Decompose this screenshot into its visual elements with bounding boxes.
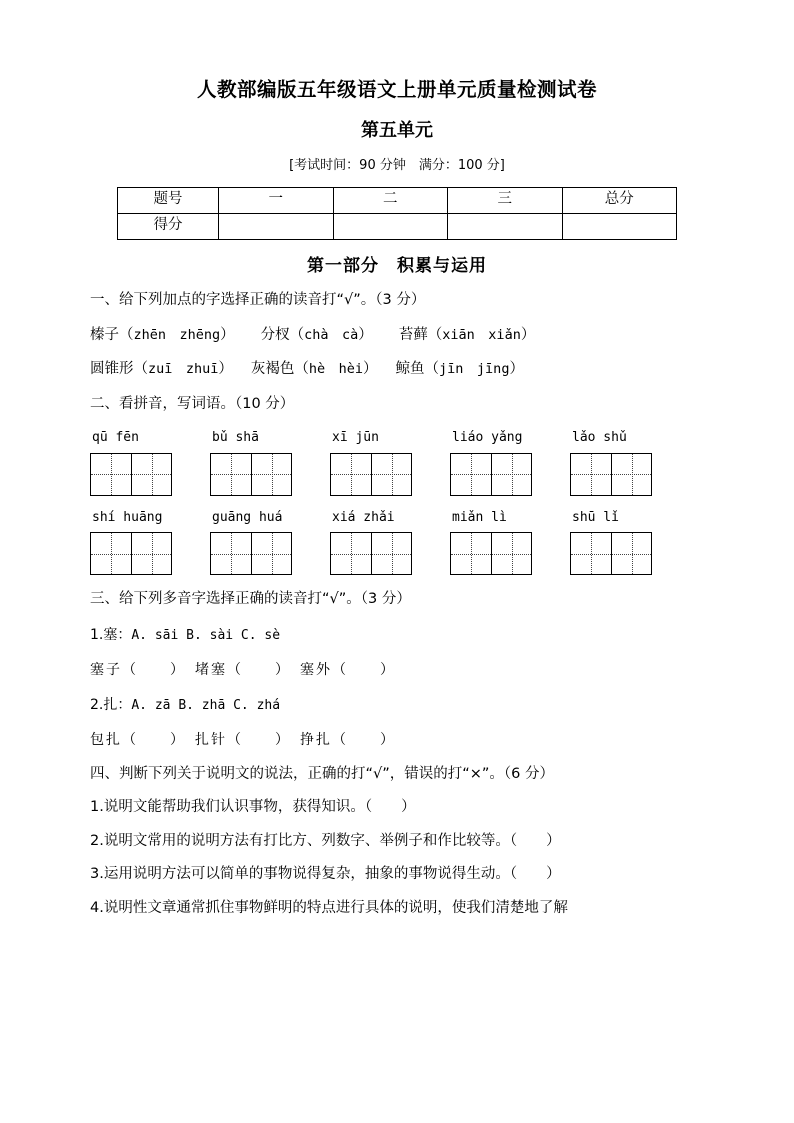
score-table-col-2: 二 (333, 187, 448, 213)
pinyin-writing-block (90, 414, 704, 575)
grid-cell[interactable] (211, 454, 251, 495)
pinyin-word-1 (90, 430, 172, 496)
q1-item-2: 分杈（chà cà） (260, 326, 373, 343)
q1-item-4: 圆锥形（zuī zhuī） (90, 361, 233, 378)
pinyin-word-3 (330, 430, 412, 496)
page-subtitle: 第五单元 (361, 120, 433, 142)
q1-item-6-options[interactable]: jīn jīng (439, 361, 510, 378)
pinyin-row-1 (90, 430, 704, 496)
q1-item-3-options[interactable]: xiān xiǎn (442, 326, 521, 343)
character-grid[interactable] (570, 453, 652, 496)
character-grid[interactable] (90, 532, 172, 575)
score-input-3[interactable] (448, 213, 563, 239)
pinyin-word-2 (210, 430, 292, 496)
q4-statement-3[interactable]: 3.运用说明方法可以简单的事物说得复杂，抽象的事物说得生动。（ ） (90, 866, 561, 883)
q1-item-3-word: 苔藓 (398, 326, 428, 343)
score-table (117, 187, 677, 240)
pinyin-label: qū fēn (92, 430, 139, 446)
score-table-row-label: 题号 (118, 187, 219, 213)
q1-item-6-word: 鲸鱼 (395, 361, 425, 378)
q4-statement-4[interactable]: 4.说明性文章通常抓住事物鲜明的特点进行具体的说明，使我们清楚地了解 (90, 899, 568, 916)
question-4-heading: 四、判断下列关于说明文的说法，正确的打“√”，错误的打“×”。（6 分） (90, 765, 555, 782)
grid-cell[interactable] (331, 533, 371, 574)
q1-item-2-word: 分杈 (260, 326, 290, 343)
q1-item-1-options[interactable]: zhēn zhēng (133, 326, 221, 343)
score-input-1[interactable] (219, 213, 334, 239)
table-row (118, 187, 677, 213)
score-table-col-3: 三 (448, 187, 563, 213)
q1-item-1-word: 榛子 (90, 326, 119, 343)
pinyin-label: xī jūn (332, 430, 379, 446)
question-3-heading: 三、给下列多音字选择正确的读音打“√”。（3 分） (90, 591, 411, 608)
q1-item-5-word: 灰褐色 (250, 361, 295, 378)
grid-cell[interactable] (131, 533, 171, 574)
pinyin-word-10 (570, 510, 652, 576)
page-title: 人教部编版五年级语文上册单元质量检测试卷 (196, 78, 597, 101)
q3-item-2-words[interactable]: 包扎（ ） 扎针（ ） 挣扎（ ） (90, 731, 396, 748)
grid-cell[interactable] (91, 454, 131, 495)
pinyin-word-6 (90, 510, 172, 576)
q4-statement-2[interactable]: 2.说明文常用的说明方法有打比方、列数字、举例子和作比较等。（ ） (90, 832, 561, 849)
character-grid[interactable] (450, 453, 532, 496)
q3-item-2-char: 扎： (103, 696, 132, 713)
q3-item-2-options[interactable]: A. zā B. zhā C. zhá (131, 697, 281, 713)
grid-cell[interactable] (251, 454, 291, 495)
grid-cell[interactable] (491, 454, 531, 495)
score-input-total[interactable] (562, 213, 677, 239)
q3-item-1-char: 塞： (103, 626, 132, 643)
q4-statement-1[interactable]: 1.说明文能帮助我们认识事物，获得知识。（ ） (90, 799, 416, 816)
character-grid[interactable] (450, 532, 532, 575)
pinyin-word-4 (450, 430, 532, 496)
q1-item-5-options[interactable]: hè hèi (308, 361, 364, 378)
grid-cell[interactable] (371, 533, 411, 574)
pinyin-label: xiá zhǎi (332, 509, 395, 525)
pinyin-word-7 (210, 510, 292, 576)
grid-cell[interactable] (371, 454, 411, 495)
exam-info: [考试时间：90 分钟 满分：100 分] (289, 157, 505, 173)
q3-item-2-options-line (90, 680, 704, 715)
part-one-title: 第一部分 积累与运用 (307, 255, 487, 276)
question-1-heading: 一、给下列加点的字选择正确的读音打“√”。（3 分） (90, 291, 426, 308)
pinyin-word-9 (450, 510, 532, 576)
q1-item-4-options[interactable]: zuī zhuī (148, 361, 219, 378)
character-grid[interactable] (210, 453, 292, 496)
table-row (118, 213, 677, 239)
q1-item-6: 鲸鱼（jīn jīng） (395, 361, 524, 378)
question-2-heading: 二、看拼音，写词语。（10 分） (90, 395, 295, 412)
character-grid[interactable] (90, 453, 172, 496)
pinyin-label: lǎo shǔ (572, 430, 627, 446)
grid-cell[interactable] (571, 533, 611, 574)
grid-cell[interactable] (131, 454, 171, 495)
q3-item-1-options-line (90, 610, 704, 645)
grid-cell[interactable] (611, 533, 651, 574)
question-1-line-2 (90, 345, 704, 380)
score-input-2[interactable] (333, 213, 448, 239)
pinyin-row-2 (90, 496, 704, 576)
grid-cell[interactable] (251, 533, 291, 574)
grid-cell[interactable] (331, 454, 371, 495)
q1-item-2-options[interactable]: chà cà (304, 326, 359, 343)
pinyin-label: miǎn lì (452, 509, 507, 525)
grid-cell[interactable] (491, 533, 531, 574)
pinyin-label: guāng huá (212, 509, 283, 525)
score-table-container (90, 174, 704, 240)
q3-item-2-number: 2. (90, 696, 104, 713)
character-grid[interactable] (330, 453, 412, 496)
pinyin-label: shū lǐ (572, 509, 619, 525)
q1-item-4-word: 圆锥形 (90, 361, 134, 378)
pinyin-label: bǔ shā (212, 430, 259, 446)
q3-item-1-number: 1. (90, 626, 104, 643)
grid-cell[interactable] (451, 454, 491, 495)
q1-item-3: 苔藓（xiān xiǎn） (398, 326, 536, 343)
character-grid[interactable] (330, 532, 412, 575)
grid-cell[interactable] (451, 533, 491, 574)
pinyin-word-5 (570, 430, 652, 496)
question-1-line-1 (90, 311, 704, 346)
grid-cell[interactable] (611, 454, 651, 495)
score-table-col-1: 一 (219, 187, 334, 213)
score-table-col-total: 总分 (562, 187, 677, 213)
pinyin-label: shí huāng (92, 509, 163, 525)
grid-cell[interactable] (211, 533, 251, 574)
q1-item-5: 灰褐色（hè hèi） (250, 361, 378, 378)
pinyin-label: liáo yǎng (452, 430, 523, 446)
grid-cell[interactable] (91, 533, 131, 574)
score-table-row-label: 得分 (118, 213, 219, 239)
character-grid[interactable] (570, 532, 652, 575)
q3-item-1-options[interactable]: A. sāi B. sài C. sè (131, 627, 281, 643)
q1-item-1: 榛子（zhēn zhēng） (90, 326, 235, 343)
grid-cell[interactable] (571, 454, 611, 495)
character-grid[interactable] (210, 532, 292, 575)
pinyin-word-8 (330, 510, 412, 576)
q3-item-1-words[interactable]: 塞子（ ） 堵塞（ ） 塞外（ ） (90, 661, 396, 678)
